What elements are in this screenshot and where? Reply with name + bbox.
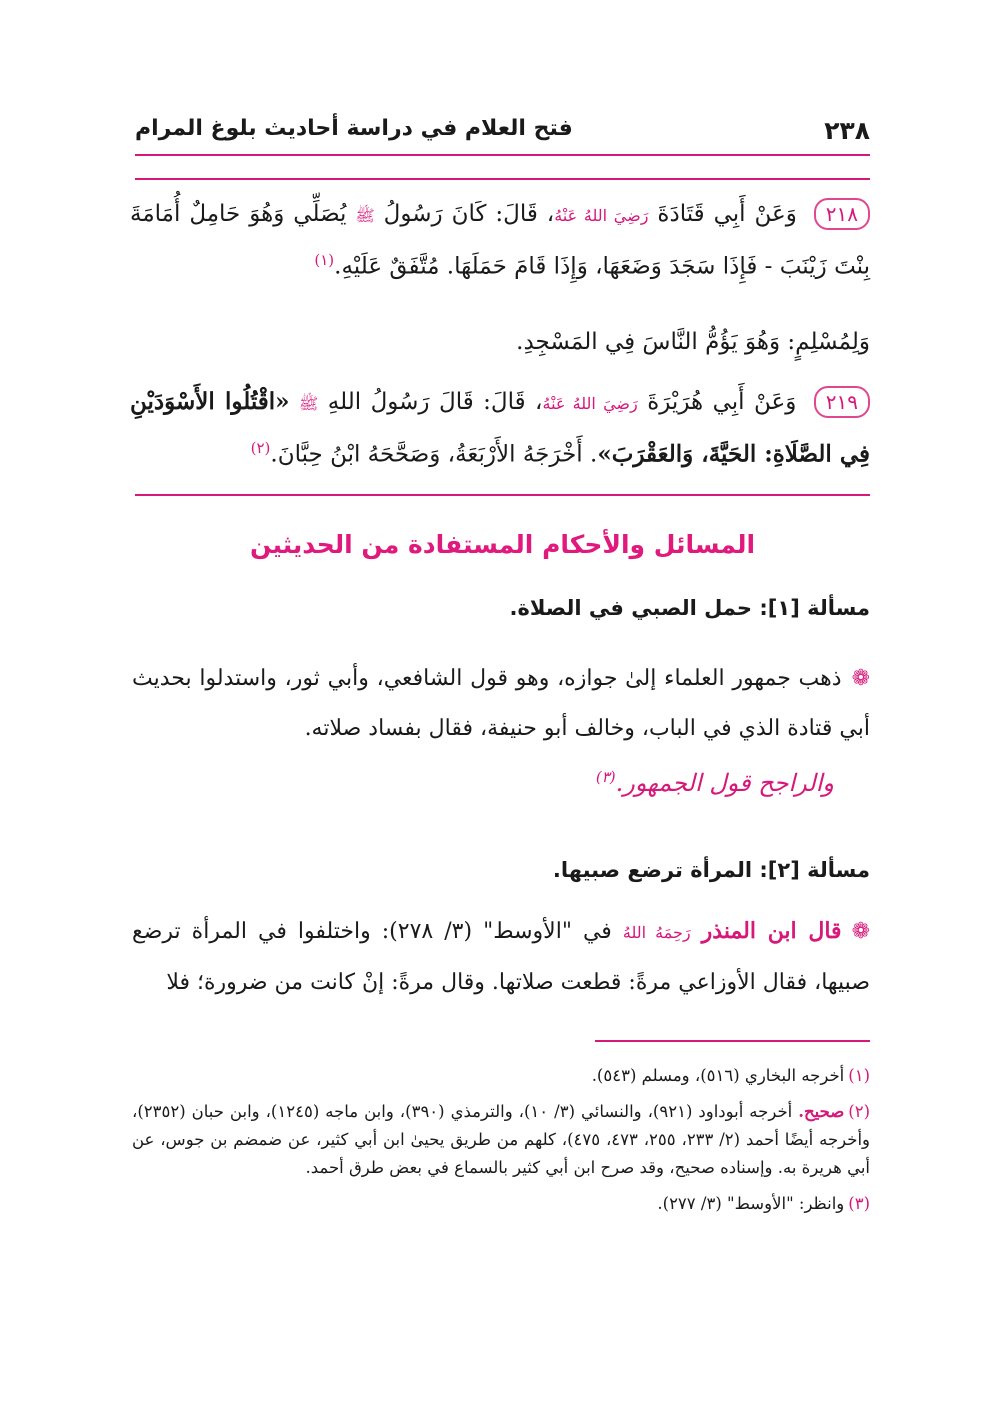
honorific: رَضِيَ اللهُ عَنْهُ	[542, 394, 638, 413]
book-title: فتح العلام في دراسة أحاديث بلوغ المرام	[135, 116, 573, 141]
hadith-box-top-rule	[135, 178, 870, 180]
footnote-number: (٢)	[848, 1102, 871, 1121]
footnote-2	[132, 1098, 870, 1182]
scholar-name: قال ابن المنذر	[701, 918, 842, 944]
footnote-marker: (٢)	[250, 439, 271, 457]
hadith-box-bottom-rule	[135, 494, 870, 496]
honorific: رَضِيَ اللهُ عَنْهُ	[554, 206, 649, 225]
footnote-text: وانظر: "الأوسط" (٣/ ٢٧٧).	[657, 1194, 845, 1213]
masala-2-text	[132, 906, 870, 1008]
footnote-marker: (٣)	[595, 768, 616, 786]
honorific: ﷺ	[355, 206, 375, 225]
honorific: ﷺ	[299, 394, 319, 413]
footnote-number: (١)	[848, 1066, 870, 1085]
footnotes	[132, 1062, 870, 1226]
flower-ornament-icon: ❁	[851, 666, 870, 691]
rajih-text: والراجح قول الجمهور.	[615, 769, 834, 797]
masala-2-heading	[553, 858, 870, 882]
masala-title: حمل الصبي في الصلاة.	[509, 596, 753, 620]
hadith-text: وَعَنْ أَبِي قَتَادَةَ	[657, 201, 797, 227]
paragraph-text: في "الأوسط" (٣/ ٢٧٨): واختلفوا في المرأة ترضع صبيها، فقال الأوزاعي مرةً: قطعت صلاتها. وقال مرةً: إنْ كانت من ضرورة؛ فلا	[132, 919, 870, 995]
section-title: المسائل والأحكام المستفادة من الحديثين	[249, 530, 756, 559]
hadith-219	[130, 380, 870, 477]
page-number: ٢٣٨	[824, 116, 870, 145]
masala-label: مسألة [١]:	[759, 596, 870, 620]
muslim-addition	[130, 320, 870, 364]
page-header	[135, 112, 870, 154]
header-rule	[135, 154, 870, 156]
masala-title: المرأة ترضع صبيها.	[552, 858, 753, 882]
masala-label: مسألة [٢]:	[759, 858, 870, 882]
footnote-text: أخرجه البخاري (٥١٦)، ومسلم (٥٤٣).	[591, 1066, 845, 1085]
masala-1-text	[132, 654, 870, 754]
footnote-marker: (١)	[314, 251, 335, 269]
footnote-3	[132, 1190, 870, 1218]
hadith-text: وَعَنْ أَبِي هُرَيْرَةَ	[647, 389, 797, 415]
hadith-number-badge: ٢١٩	[814, 386, 870, 418]
masala-1-heading	[509, 596, 870, 620]
flower-ornament-icon: ❁	[851, 919, 871, 944]
footnote-number: (٣)	[848, 1194, 870, 1213]
preferred-opinion	[596, 768, 834, 797]
hadith-218	[130, 192, 870, 289]
paragraph-text: ذهب جمهور العلماء إلىٰ جوازه، وهو قول الشافعي، وأبي ثور، واستدلوا بحديث أبي قتادة الذي في الباب، وخالف أبو حنيفة، فقال بفساد صلاته.	[132, 666, 870, 741]
hadith-text: يُصَلِّي وَهُوَ حَامِلٌ أُمَامَةَ بِنْتَ زَيْنَبَ - فَإِذَا سَجَدَ وَضَعَهَا، وَإِذَا قَامَ حَمَلَهَا. مُتَّفَقٌ عَلَيْهِ.	[130, 201, 870, 280]
footnote-separator	[595, 1040, 870, 1042]
prophetic-quote: «اقْتُلُوا الأَسْوَدَيْنِ فِي الصَّلَاةِ: الحَيَّةَ، وَالعَقْرَبَ»	[130, 388, 870, 468]
hadith-text: وَلِمُسْلِمٍ: وَهُوَ يَؤُمُّ النَّاسَ فِي المَسْجِدِ.	[516, 329, 870, 355]
footnote-text: أخرجه أبوداود (٩٢١)، والنسائي (٣/ ١٠)، والترمذي (٣٩٠)، وابن ماجه (١٢٤٥)، وابن حبان (٢٣٥٢)، وأخرجه أيضًا أحمد (٢/ ٢٣٣، ٢٥٥، ٤٧٣، ٤٧٥)، كلهم من طريق يحيىٰ ابن أبي كثير، عن ضمضم بن جوس، عن أبي هريرة به. وإسناده صحيح، وقد صرح ابن أبي كثير بالسماع في بعض طرق أحمد.	[132, 1102, 871, 1177]
hadith-text: ، قَالَ: قَالَ رَسُولُ اللهِ	[327, 389, 543, 415]
hadith-text: . أَخْرَجَهُ الأَرْبَعَةُ، وَصَحَّحَهُ ابْنُ حِبَّانَ.	[270, 441, 598, 468]
hadith-text: ، قَالَ: كَانَ رَسُولُ	[383, 201, 555, 227]
footnote-1	[132, 1062, 870, 1090]
hadith-number-badge: ٢١٨	[814, 198, 870, 230]
grading-label: صحيح.	[798, 1102, 845, 1121]
honorific: رَحِمَهُ اللهُ	[622, 923, 691, 942]
